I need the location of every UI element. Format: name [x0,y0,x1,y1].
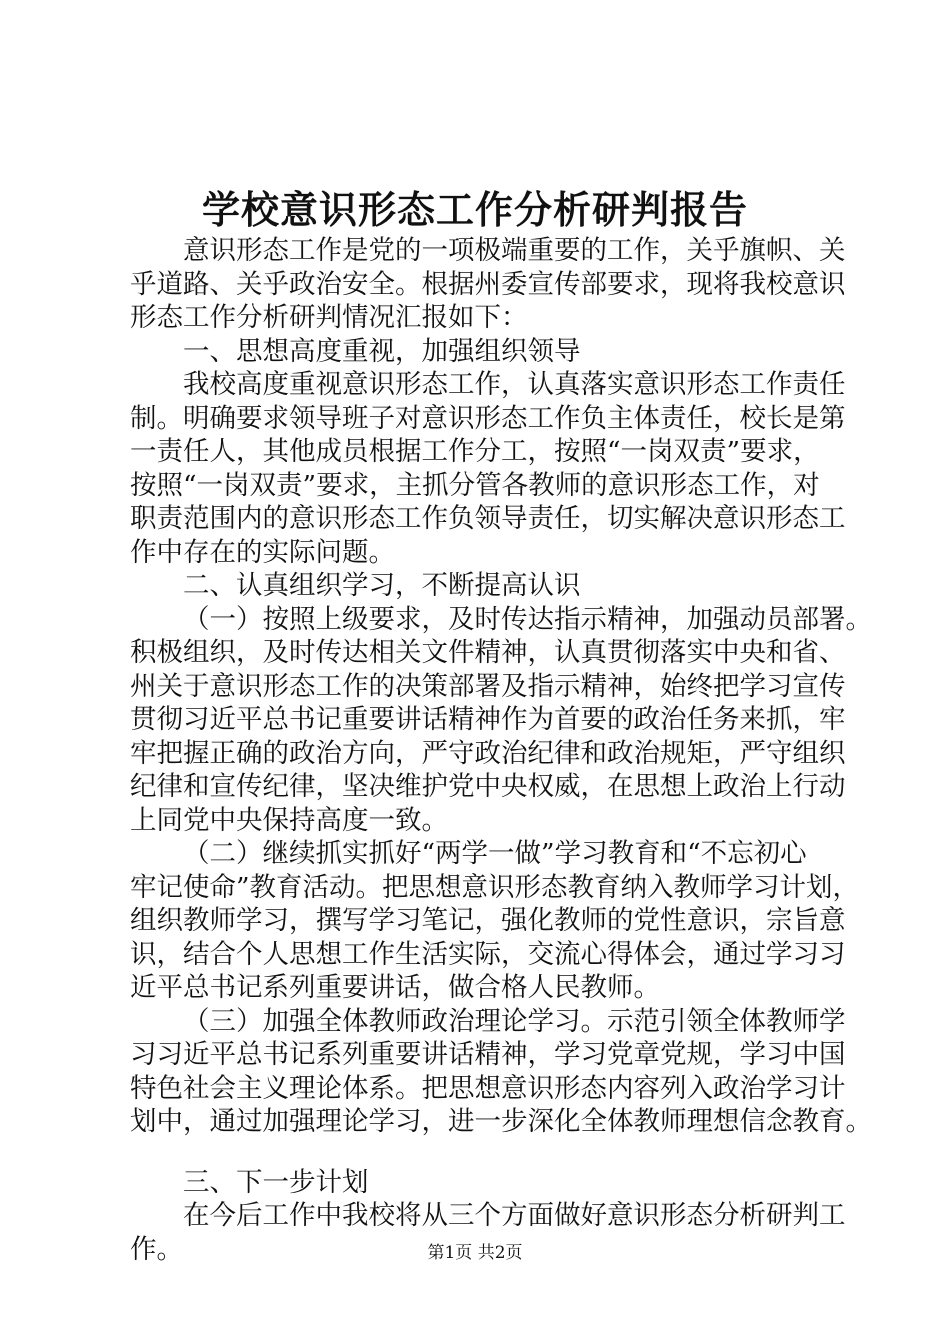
paragraph-line: 贯彻习近平总书记重要讲话精神作为首要的政治任务来抓，牢 [130,704,846,735]
paragraph-line: 按照“一岗双责”要求，主抓分管各教师的意识形态工作，对 [130,469,820,501]
paragraph-line: 纪律和宣传纪律，坚决维护党中央权威，在思想上政治上行动 [130,771,846,802]
paragraph-line: 识，结合个人思想工作生活实际，交流心得体会，通过学习习 [130,938,846,970]
paragraph-line: 职责范围内的意识形态工作负领导责任，切实解决意识形态工 [130,503,846,534]
paragraph-line: 制。明确要求领导班子对意识形态工作负主体责任，校长是第 [130,402,846,434]
paragraph-gap [130,1139,860,1166]
paragraph-line: 乎道路、关乎政治安全。根据州委宣传部要求，现将我校意识 [130,268,846,300]
paragraph-line: 组织教师学习，撰写学习笔记，强化教师的党性意识，宗旨意 [130,905,846,936]
paragraph-line: 一责任人，其他成员根据工作分工，按照“一岗双责”要求， [130,436,820,467]
section-heading: 三、下一步计划 [183,1166,369,1198]
paragraph-line: （二）继续抓实抓好“两学一做”学习教育和“不忘初心 [183,838,807,869]
paragraph-line: 作中存在的实际问题。 [130,536,395,568]
paragraph-line: 在今后工作中我校将从三个方面做好意识形态分析研判工 [183,1200,846,1231]
paragraph-line: 上同党中央保持高度一致。 [130,804,448,836]
paragraph-line: 积极组织，及时传达相关文件精神，认真贯彻落实中央和省、 [130,637,846,668]
section-heading: 一、思想高度重视，加强组织领导 [183,335,581,367]
paragraph-line: 近平总书记系列重要讲话，做合格人民教师。 [130,972,660,1003]
section-heading: 二、认真组织学习，不断提高认识 [183,570,581,601]
paragraph-line: 牢记使命”教育活动。把思想意识形态教育纳入教师学习计划， [130,871,860,903]
paragraph-line: 作。 [130,1233,183,1265]
paragraph-line: 划中，通过加强理论学习，进一步深化全体教师理想信念教育。 [130,1106,872,1137]
paragraph-line: 州关于意识形态工作的决策部署及指示精神，始终把学习宣传 [130,670,846,702]
paragraph-line: （三）加强全体教师政治理论学习。示范引领全体教师学 [183,1005,846,1037]
paragraph-line: （一）按照上级要求，及时传达指示精神，加强动员部署。 [183,603,872,635]
paragraph-line: 形态工作分析研判情况汇报如下： [130,302,528,333]
paragraph-line: 意识形态工作是党的一项极端重要的工作，关乎旗帜、关 [183,235,846,266]
page-footer: 第1页 共2页 [427,1243,523,1263]
paragraph-line: 习习近平总书记系列重要讲话精神，学习党章党规，学习中国 [130,1039,846,1070]
document-body [130,234,872,1266]
document-title: 学校意识形态工作分析研判报告 [201,187,748,232]
paragraph-line: 牢把握正确的政治方向，严守政治纪律和政治规矩，严守组织 [130,737,846,769]
paragraph-line: 我校高度重视意识形态工作，认真落实意识形态工作责任 [183,369,846,400]
paragraph-line: 特色社会主义理论体系。把思想意识形态内容列入政治学习计 [130,1072,846,1104]
